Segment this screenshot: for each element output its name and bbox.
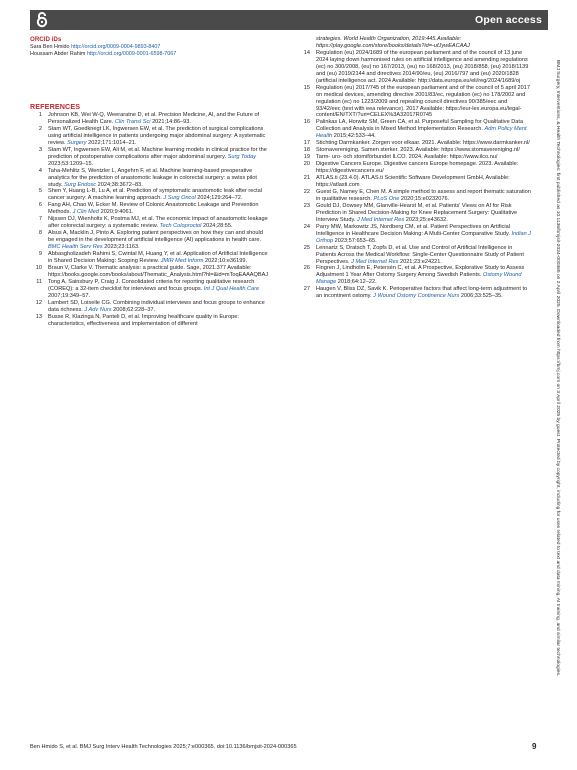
reference-citation-detail: 2020;15:e0232076. [400,195,450,202]
reference-journal-link[interactable]: Indian J Orthop [316,230,532,244]
reference-item [30,251,270,265]
reference-journal-link[interactable]: J Surg Oncol [163,195,196,202]
reference-number: 20 [303,161,310,168]
reference-text [48,216,270,230]
reference-journal-link[interactable]: Clin Transl Sci [114,118,151,125]
reference-citation-detail: 2024;28:55. [202,223,233,230]
reference-body: Alsus A, Macklin J, Pinto A. Exploring patient perspectives on how they can and should be engaged in the development of artificial intelligence (AI) applications in health care. [48,230,263,244]
open-access-icon [34,12,50,28]
reference-text [316,147,533,154]
reference-citation-detail: 2023;25:e43632. [405,216,448,223]
reference-body: Fingren J, Lindholm E, Petersén C, et al. A Prospective, Explorative Study to Assess Adjustment 1 Year After Ostomy Surgery Among Swedish Patients. [316,265,525,279]
reference-text [48,265,270,279]
reference-citation-detail: 2023;23:1163. [104,244,140,251]
reference-number: 23 [303,202,310,209]
reference-number: 25 [303,244,310,251]
reference-body: Busse R, Klazinga N, Panteli D, et al. Improving healthcare quality in Europe: characteristics, effectiveness and implementation of different [48,313,239,327]
reference-citation-detail: 2022;10:e36199. [205,258,248,265]
orcid-link[interactable]: http://orcid.org/0009-0004-9893-8407 [71,44,161,50]
reference-item [30,265,270,279]
reference-journal-link[interactable]: Surg Today [227,153,257,160]
reference-item [298,161,533,175]
reference-text [48,202,270,216]
reference-item [298,286,533,300]
reference-number: 5 [38,188,42,195]
reference-body: Stam WT, Ingwersen EW, Ali M, et al. Machine learning models in clinical practice for the prediction of postoperative complications after major abdominal surgery. [48,146,267,160]
reference-journal-link[interactable]: J Adv Nurs [84,306,112,313]
copyright-side-note: BMJ Surgery, Interventions, & Health Technologies: first published as 10.1136/bmjsit-2024-000365 on 2 April 2025. Downloaded from https://bmj.com on 3 April 2025 by guest. Protected by copyright, including for uses related to text and data mining, AI training, and similar technologies. [555,60,560,677]
reference-item [298,203,533,224]
reference-number: 4 [38,167,42,174]
reference-body: Guest G, Namey E, Chen M. A simple method to assess and report thematic saturation in qualitative research. [316,188,531,202]
reference-journal-link[interactable]: Tech Coloproctol [159,223,202,230]
reference-citation-detail: 2015;42:533–44. [333,133,376,140]
reference-item [30,112,270,126]
reference-text [316,161,533,175]
reference-citation-detail: 2020;9:4061. [100,209,134,216]
reference-body: Parry MW, Markowitz JS, Nordberg CM, et al. Patient Perspectives on Artificial Intelligence in Healthcare Decision Making: A Multi-Center Comparative Study. [316,223,510,237]
reference-journal-link[interactable]: Surg Endosc [64,181,97,188]
reference-body: Braun V, Clarke V. Thematic analysis: a practical guide. Sage, 2021.377 Available: https://books.google.com/books/about/Thematic_Analysis.html?hl=&id=mToqEAAAQBAJ [48,264,269,278]
reference-number: 7 [38,216,42,223]
reference-number: 26 [303,265,310,272]
reference-journal-link[interactable]: PLoS One [373,195,400,202]
reference-item [298,175,533,189]
reference-citation-detail: 2008;62:228–37. [113,306,156,313]
reference-journal-link[interactable]: Ostomy Wound Manage [316,272,522,286]
reference-body: Tong A, Sainsbury P, Craig J. Consolidated criteria for reporting qualitative research (COREQ): a 32-item checklist for interviews and focus groups. [48,278,255,292]
orcid-link[interactable]: http://orcid.org/0009-0001-6598-7067 [86,51,177,57]
reference-body: Nijssen DJ, Wienholts K, Postma MJ, et al. The economic impact of anastomotic leakage after colorectal surgery: a systematic review. [48,216,268,230]
reference-journal-link[interactable]: Int J Qual Health Care [203,285,260,292]
reference-citation-detail: 2021;14:86–93. [152,118,191,125]
orcid-name: Houssam Abder Rahim [30,51,86,57]
reference-number: 16 [303,119,310,126]
reference-item [298,224,533,245]
reference-text [48,126,270,147]
orcid-name: Sara Ben Hmido [30,44,70,50]
reference-item [298,140,533,147]
reference-citation-detail: 2022;171:1014–21. [88,139,137,146]
orcid-heading: ORCID iDs [30,36,62,43]
reference-item [298,50,533,85]
reference-citation-detail: 2024;129:264–72. [197,195,243,202]
reference-item [30,314,270,328]
reference-text [316,224,533,245]
footer-citation: Ben Hmido S, et al. BMJ Surg Interv Health Technologies 2025;7:e000365. doi:10.1136/bmjsit-2024-000365 [30,744,297,750]
reference-body: Palinkas LA, Horwitz SM, Green CA, et al. Purposeful Sampling for Qualitative Data Collection and Analysis in Mixed Method Implementation Research. [316,119,524,133]
reference-journal-link[interactable]: BMC Health Serv Res [48,244,103,251]
reference-text [316,189,533,203]
references-left-column [30,112,270,328]
reference-item [30,279,270,300]
reference-number: 27 [303,286,310,293]
reference-text [316,154,533,161]
reference-number: 2 [38,125,42,132]
reference-item [298,154,533,161]
reference-body: Stichting Darmkanker. Zorgen voor elkaar. 2021. Available: https://www.darmkanker.nl/ [316,140,530,147]
reference-journal-link[interactable]: J Med Internet Res [351,258,399,265]
reference-text [316,203,533,224]
reference-number: 3 [38,146,42,153]
reference-citation-detail: 2024;38:3672–83. [97,181,143,188]
orcid-entry [30,44,160,51]
reference-number: 22 [303,188,310,195]
references-heading: REFERENCES [30,102,81,111]
reference-item [298,119,533,140]
reference-body: Taha-Mehlitz S, Wentzler L, Angehrn F, et al. Machine learning-based preoperative analytics for the prediction of anastomotic leakage in colorectal surgery: a swiss pilot study. [48,167,257,188]
reference-number: 10 [35,264,42,271]
reference-item [30,216,270,230]
reference-citation-detail: 2007;19:349–57. [48,292,90,299]
reference-number: 19 [303,154,310,161]
reference-number: 8 [38,230,42,237]
reference-item [298,189,533,203]
reference-citation-detail: 2006;33:525–35. [460,293,503,300]
reference-number: 24 [303,223,310,230]
reference-item [30,188,270,202]
reference-item [298,265,533,286]
reference-citation-detail: 2023;57:653–65. [334,237,377,244]
reference-body: Stomavereniging. Samen sterker. 2023. Available: https://www.stomavereniging.nl/ [316,147,520,154]
reference-text [48,168,270,189]
reference-number: 21 [303,175,310,182]
header-bar [30,10,548,30]
reference-text [48,188,270,202]
reference-text [316,50,533,85]
reference-item [30,168,270,189]
reference-text [316,140,533,147]
reference-body: Fang AH, Chao W, Ecker M. Review of Colonic Anastomotic Leakage and Prevention Methods. [48,202,259,216]
reference-number: 9 [38,251,42,258]
reference-number: 6 [38,202,42,209]
reference-item [298,245,533,266]
reference-text [48,251,270,265]
reference-citation-detail: 2023;53:1209–15. [48,160,94,167]
reference-text [316,85,533,120]
reference-body: Haugen V, Bliss DZ, Savik K. Perioperative factors that affect long-term adjustment to an incontinent ostomy. [316,286,528,300]
reference-item [298,85,533,120]
reference-text [48,147,270,168]
reference-body: Regulation (eu) 2024/1689 of the european parliament and of the council of 13 june 2024 laying down harmonised rules on artificial intelligence and amending regulations (ec) no 300/2008, (eu) no 167/2013, (eu) no 168/2013, (eu) 2018/858, (eu) 2018/1139 and (eu) 2019/2144 and directives 2014/90/eu, (eu) 2016/797 and (eu) 2020/1828 (artificial intelligence act. 2024 Available: http://data.europa.eu/eli/reg/2024/1689/oj [316,49,529,84]
orcid-entry [30,51,176,58]
reference-text [316,286,533,300]
reference-body: Lambert SD, Loiselle CG. Combining individual interviews and focus groups to enhance data richness. [48,299,265,313]
reference-number: 14 [303,49,310,56]
reference-body: Shen Y, Huang L-B, Lu A, et al. Prediction of symptomatic anastomotic leak after rectal cancer surgery: A machine learning approach. [48,188,263,202]
reference-body: Gould DJ, Dowsey MM, Glanville-Hearst M, et al. Patients' Views on AI for Risk Prediction in Shared Decision-Making for Knee Replacement Surgery: Qualitative Interview Study. [316,202,518,223]
reference-text [316,175,533,189]
reference-text [316,245,533,266]
reference-journal-link[interactable]: Adm Policy Ment Health [316,126,527,140]
reference-number: 18 [303,147,310,154]
reference-body: Stam WT, Goedknegt LK, Ingwersen EW, et al. The prediction of surgical complications using artificial intelligence in patients undergoing major abdominal surgery: A systematic review. [48,125,266,146]
reference-item [298,147,533,154]
reference-journal-link[interactable]: J Med Internet Res [356,216,405,223]
reference-number: 12 [35,299,42,306]
page-number: 9 [532,742,537,751]
reference-number: 1 [38,112,42,118]
reference-item [30,230,270,251]
reference-item [30,126,270,147]
references-right-column [298,36,533,300]
reference-body: ATLAS.ti (23.4.0). ATLAS.ti Scientific Software Development GmbH, Available: https://atlasti.com [316,175,510,189]
reference-journal-link[interactable]: Surgery [66,139,87,146]
reference-citation-detail: 2018;64:12–22. [337,279,377,286]
reference-journal-link[interactable]: J Wound Ostomy Continence Nurs [373,293,460,300]
reference-text [48,230,270,251]
reference-journal-link[interactable]: JMIR Med Inform [160,258,204,265]
reference-journal-link[interactable]: J Clin Med [72,209,100,216]
reference-body: Lennartz S, Dratsch T, Zopfs D, et al. Use and Control of Artificial Intelligence in Patients Across the Medical Workflow: Single-Center Questionnaire Study of Patient Perspectives. [316,244,524,265]
reference-text [316,119,533,140]
reference-text [48,314,270,328]
reference-number: 15 [303,84,310,91]
reference-item [30,300,270,314]
reference-body: Digestive Cancers Europe. Digestive cancers Europe homepage. 2023. Available: https://digestivecancers.eu/ [316,161,519,175]
reference-body: Abbasgholizadeh Rahimi S, Cwintal M, Huang Y, et al. Application of Artificial Intelligence in Shared Decision Making: Scoping Review. [48,251,268,265]
reference-text [316,265,533,286]
open-access-label: Open access [475,14,542,26]
reference-item [30,202,270,216]
reference-number: 11 [36,278,42,285]
reference-continuation: strategies. World Health Organization, 2019:445.Available: https://play.google.com/store/books/details?id=-ufJywEACAAJ [316,36,470,49]
reference-number: 17 [303,140,310,147]
reference-body: Regulation (eu) 2017/745 of the european parliament and of the council of 5 april 2017 on medical devices, amending directive 2001/83/ec, regulation (ec) no 178/2002 and regulation (ec) no 1223/2009 and repealing council directives 90/385/eec and 93/42/eec (text with eea relevance). 2017 Available: https://eur-lex.europa.eu/legal-content/EN/TXT/?uri=CELEX%3A32017R0745 [316,84,530,119]
reference-text [48,279,270,300]
reference-body: Johnson KB, Wei W-Q, Weeraratne D, et al. Precision Medicine, AI, and the Future of Personalized Health Care. [48,112,260,125]
reference-citation-detail: 2021;23:e24221. [399,258,442,265]
reference-text [48,112,270,126]
reference-item [30,147,270,168]
reference-text [48,300,270,314]
reference-number: 13 [35,313,42,320]
reference-body: Tarm- uro- och stomiförbundet ILCO. 2024. Available: https://www.ilco.nu/ [316,154,498,161]
